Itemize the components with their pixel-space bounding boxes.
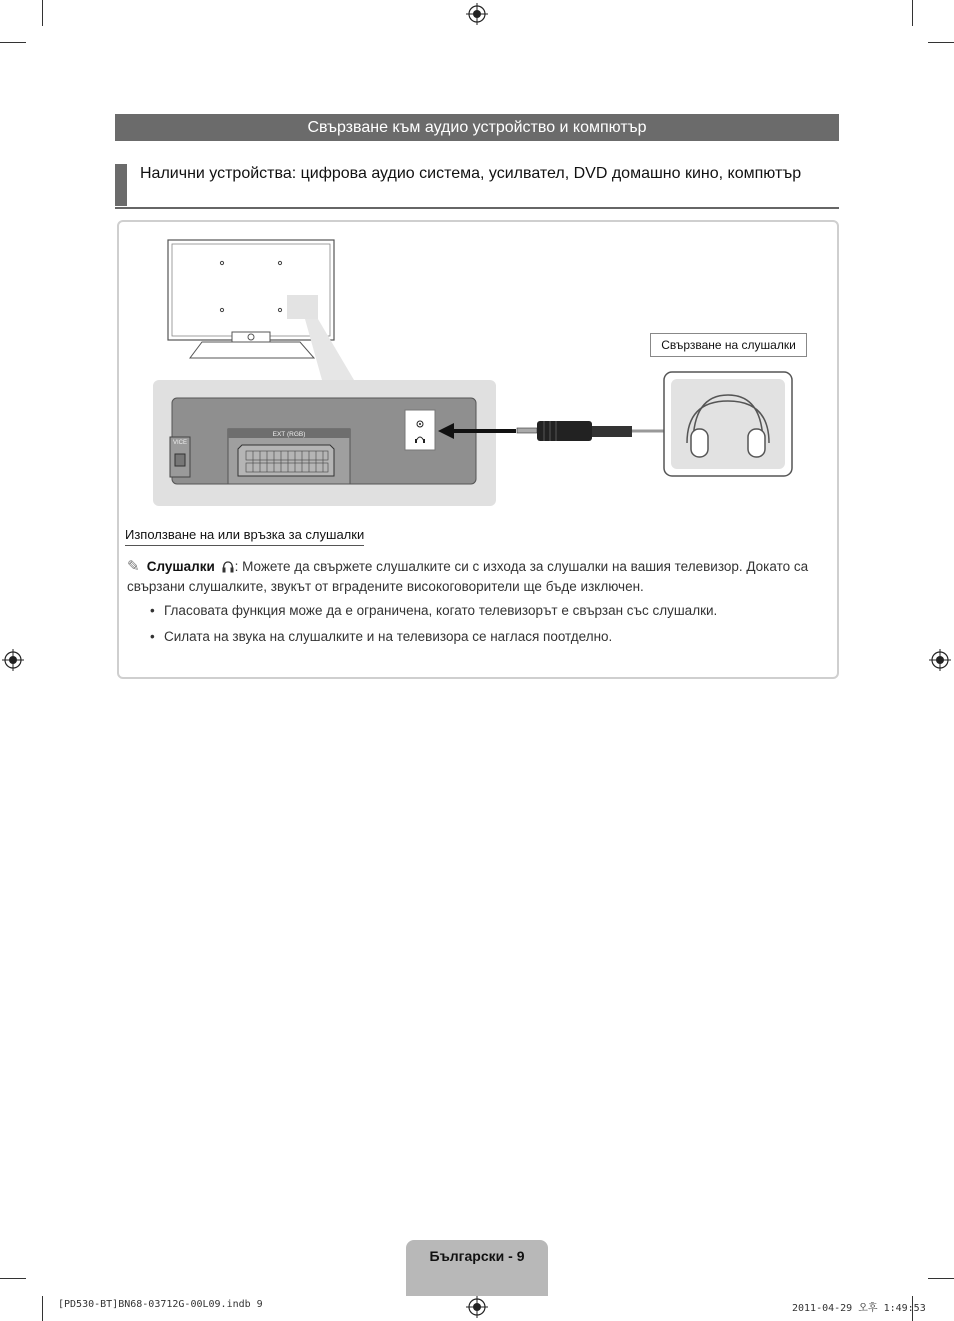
list-item (150, 601, 830, 621)
crop-mark (912, 0, 913, 26)
crop-mark (0, 1278, 26, 1279)
headphones-icon (221, 560, 235, 573)
print-timestamp: 2011-04-29 오후 1:49:53 (792, 1303, 926, 1314)
bullet-text: Гласовата функция може да е ограничена, когато телевизорът е свързан със слушалки. (164, 603, 718, 618)
registration-target-icon (466, 3, 488, 25)
file-slug: [PD530-BT]BN68-03712G-00L09.indb 9 (58, 1299, 263, 1310)
headphone-plug (517, 421, 632, 441)
section-title: Свързване към аудио устройство и компютър (115, 114, 839, 141)
subheading (115, 164, 839, 209)
note-pencil-icon: ✎ (127, 558, 140, 575)
crop-mark (928, 42, 954, 43)
note-term: Слушалки (146, 559, 215, 574)
crop-mark (928, 1278, 954, 1279)
scart-label: EXT (RGB) (272, 431, 306, 438)
usage-heading: Използване на или връзка за слушалки (125, 527, 364, 546)
registration-target-icon (929, 649, 951, 671)
connection-diagram (120, 225, 832, 515)
subheading-marker (115, 164, 127, 206)
bullet-dot: • (150, 603, 155, 618)
crop-mark (0, 42, 26, 43)
crop-mark (42, 0, 43, 26)
list-item (150, 627, 830, 647)
note-text: : Можете да свържете слушалките си с изхода за слушалки на вашия телевизор. Докато са свързани слушалките, звукът от вградените високоговорители ще бъде изключен. (127, 559, 809, 594)
subheading-text: Налични устройства: цифрова аудио система, усилвател, DVD домашно кино, компютър (140, 165, 802, 182)
crop-mark (42, 1296, 43, 1321)
service-port-label: VICE (173, 440, 188, 446)
page-number-label: Български - 9 (406, 1240, 548, 1296)
bullet-text: Силата на звука на слушалките и на телевизора се наглася поотделно. (164, 629, 613, 644)
note-paragraph (127, 557, 817, 597)
tv-back-illustration (168, 240, 334, 358)
bullet-dot: • (150, 629, 155, 644)
registration-target-icon (2, 649, 24, 671)
connect-headphones-label: Свързване на слушалки (650, 333, 807, 357)
registration-target-icon (466, 1296, 488, 1318)
